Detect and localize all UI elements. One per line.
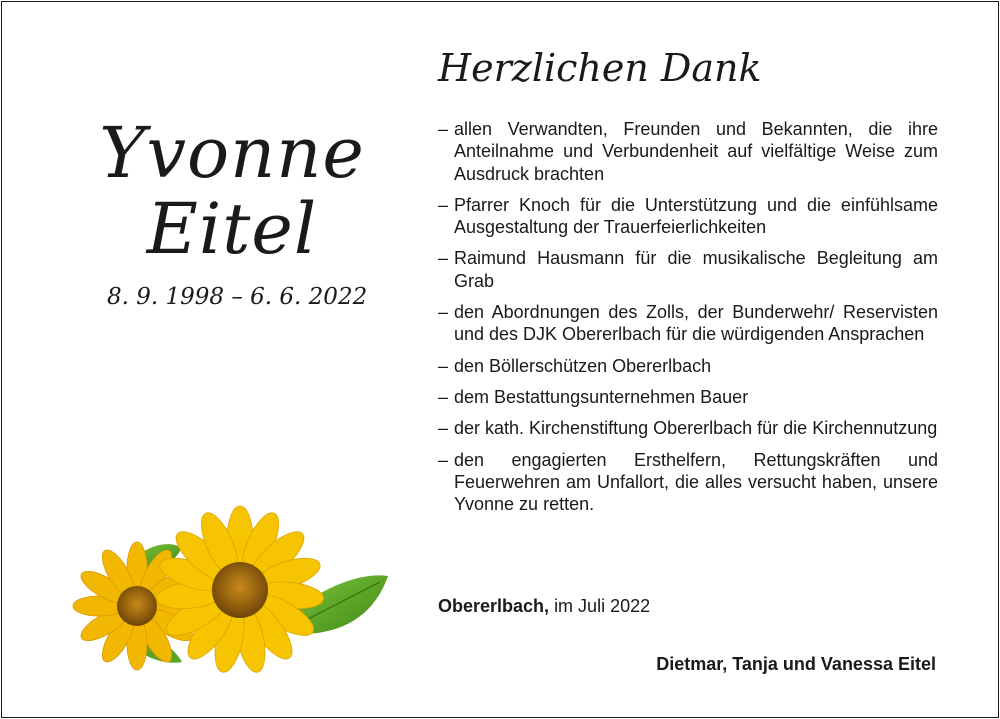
list-item-text: Raimund Hausmann für die musikalische Begleitung am Grab xyxy=(454,248,938,291)
list-item xyxy=(438,449,938,516)
dash-mark: – xyxy=(438,355,449,376)
thanks-list xyxy=(438,118,938,524)
signature: Dietmar, Tanja und Vanessa Eitel xyxy=(656,654,936,674)
list-item xyxy=(438,118,938,185)
thanks-heading: Herzlichen Dank xyxy=(438,46,762,90)
obituary-card xyxy=(1,1,999,718)
list-item-text: Pfarrer Knoch für die Unterstützung und die einfühlsame Ausgestaltung der Trauerfeierlichkeiten xyxy=(454,194,938,238)
sunflowers-image xyxy=(62,504,392,674)
dash-mark: – xyxy=(438,386,449,407)
list-item xyxy=(438,355,938,377)
list-item-text: allen Verwandten, Freunden und Bekannten, die ihre Anteilnahme und Verbundenheit auf vielfältige Weise zum Ausdruck brachten xyxy=(454,119,938,184)
list-item-text: den Abordnungen des Zolls, der Bunderwehr/ Reservisten und des DJK Obererlbach für die würdigenden Ansprachen xyxy=(454,302,938,345)
place-name: Obererlbach, xyxy=(438,596,550,616)
list-item xyxy=(438,386,938,408)
date-text: im Juli 2022 xyxy=(554,596,651,616)
list-item xyxy=(438,417,938,439)
deceased-first-name: Yvonne xyxy=(99,112,365,194)
list-item xyxy=(438,247,938,292)
dash-mark: – xyxy=(438,449,449,470)
life-dates: 8. 9. 1998 – 6. 6. 2022 xyxy=(107,284,368,310)
list-item-text: der kath. Kirchenstiftung Obererlbach für die Kirchennutzung xyxy=(454,418,938,439)
dash-mark: – xyxy=(438,248,449,269)
list-item-text: dem Bestattungsunternehmen Bauer xyxy=(454,386,749,407)
dash-mark: – xyxy=(438,119,449,139)
dash-mark: – xyxy=(438,302,449,323)
dash-mark: – xyxy=(438,194,449,215)
list-item xyxy=(438,301,938,346)
list-item xyxy=(438,194,938,239)
list-item-text: den Böllerschützen Obererlbach xyxy=(454,355,712,376)
list-item-text: den engagierten Ersthelfern, Rettungskräften und Feuerwehren am Unfallort, die alles versucht haben, unsere Yvonne zu retten. xyxy=(454,449,938,515)
dash-mark: – xyxy=(438,418,449,439)
place-date-line xyxy=(438,596,650,617)
deceased-last-name: Eitel xyxy=(146,188,318,270)
